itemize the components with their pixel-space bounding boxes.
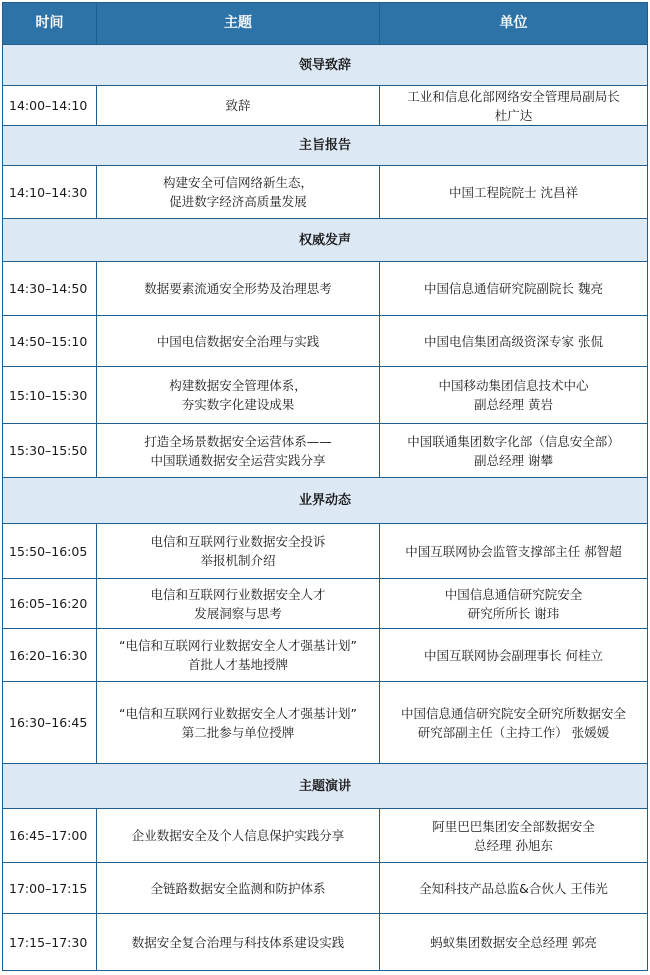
- unit-line: 中国信息通信研究院安全: [444, 586, 583, 602]
- section-title: 业界动态: [3, 478, 648, 524]
- section-title: 领导致辞: [3, 45, 648, 86]
- unit-line: 杜广达: [494, 107, 533, 123]
- topic-line: 举报机制介绍: [200, 553, 276, 568]
- unit-cell: [380, 809, 648, 863]
- topic-cell: [97, 914, 380, 971]
- topic-line: “电信和互联网行业数据安全人才强基计划”: [119, 705, 357, 721]
- time-cell: 16:20–16:30: [3, 629, 97, 682]
- topic-cell: [97, 262, 380, 316]
- agenda-row: [3, 809, 648, 863]
- header-time: 时间: [3, 3, 97, 45]
- agenda-row: [3, 166, 648, 219]
- topic-line: 中国联通数据安全运营实践分享: [150, 452, 326, 468]
- section-row: [3, 45, 648, 86]
- time-cell: 16:30–16:45: [3, 682, 97, 764]
- time-cell: 14:30–14:50: [3, 262, 97, 316]
- agenda-row: [3, 316, 648, 367]
- time-cell: 14:00–14:10: [3, 86, 97, 126]
- topic-cell: [97, 86, 380, 126]
- section-title: 主旨报告: [3, 126, 648, 166]
- unit-cell: [380, 424, 648, 478]
- unit-cell: [380, 629, 648, 682]
- agenda-row: [3, 629, 648, 682]
- unit-line: 中国移动集团信息技术中心: [438, 378, 589, 393]
- agenda-row: [3, 262, 648, 316]
- agenda-row: [3, 682, 648, 764]
- time-cell: 14:10–14:30: [3, 166, 97, 219]
- topic-line: 夯实数字化建设成果: [181, 397, 295, 412]
- time-cell: 15:50–16:05: [3, 524, 97, 579]
- unit-line: 中国联通集团数字化部（信息安全部）: [407, 433, 620, 449]
- topic-cell: [97, 316, 380, 367]
- agenda-row: [3, 86, 648, 126]
- topic-cell: [97, 863, 380, 914]
- header-row: [3, 3, 648, 45]
- topic-line: 发展洞察与思考: [194, 605, 282, 621]
- header-unit: 单位: [380, 3, 648, 45]
- agenda-row: [3, 424, 648, 478]
- unit-line: 中国信息通信研究院安全研究所数据安全: [400, 705, 626, 721]
- topic-line: 第二批参与单位授牌: [181, 724, 295, 740]
- topic-cell: [97, 424, 380, 478]
- unit-cell: [380, 166, 648, 219]
- agenda-row: [3, 579, 648, 629]
- time-cell: 16:05–16:20: [3, 579, 97, 629]
- topic-cell: [97, 524, 380, 579]
- topic-line: 数据安全复合治理与科技体系建设实践: [131, 934, 345, 950]
- agenda-row: [3, 914, 648, 971]
- unit-line: 中国互联网协会监管支撑部主任 郝智超: [405, 543, 622, 559]
- agenda-row: [3, 367, 648, 424]
- topic-line: “电信和互联网行业数据安全人才强基计划”: [119, 638, 357, 653]
- unit-line: 工业和信息化部网络安全管理局副局长: [407, 88, 620, 104]
- unit-cell: [380, 524, 648, 579]
- unit-cell: [380, 863, 648, 914]
- topic-line: 构建安全可信网络新生态，: [162, 175, 313, 190]
- time-cell: 17:15–17:30: [3, 914, 97, 971]
- unit-line: 中国信息通信研究院副院长 魏亮: [424, 281, 603, 296]
- topic-cell: [97, 367, 380, 424]
- agenda-table: [2, 2, 648, 971]
- topic-cell: [97, 809, 380, 863]
- topic-line: 首批人才基地授牌: [187, 657, 288, 672]
- unit-line: 全知科技产品总监&合伙人 王伟光: [419, 880, 608, 896]
- unit-cell: [380, 262, 648, 316]
- unit-cell: [380, 579, 648, 629]
- unit-cell: [380, 86, 648, 126]
- topic-line: 构建数据安全管理体系，: [169, 378, 307, 393]
- unit-line: 中国互联网协会副理事长 何桂立: [424, 647, 603, 663]
- section-title: 主题演讲: [3, 764, 648, 809]
- section-row: [3, 764, 648, 809]
- topic-cell: [97, 682, 380, 764]
- time-cell: 16:45–17:00: [3, 809, 97, 863]
- topic-line: 电信和互联网行业数据安全投诉: [150, 534, 326, 549]
- section-title: 权威发声: [3, 219, 648, 262]
- section-row: [3, 219, 648, 262]
- time-cell: 15:30–15:50: [3, 424, 97, 478]
- topic-line: 电信和互联网行业数据安全人才: [150, 586, 326, 602]
- unit-line: 总经理 孙旭东: [474, 837, 553, 853]
- unit-line: 蚂蚁集团数据安全总经理 郭亮: [430, 934, 597, 950]
- unit-line: 中国工程院院士 沈昌祥: [449, 184, 578, 200]
- agenda-row: [3, 863, 648, 914]
- section-row: [3, 126, 648, 166]
- header-topic: 主题: [97, 3, 380, 45]
- topic-line: 打造全场景数据安全运营体系——: [144, 433, 332, 449]
- unit-line: 研究所所长 谢玮: [467, 605, 560, 621]
- unit-cell: [380, 682, 648, 764]
- topic-cell: [97, 629, 380, 682]
- topic-line: 促进数字经济高质量发展: [169, 194, 307, 209]
- section-row: [3, 478, 648, 524]
- agenda-row: [3, 524, 648, 579]
- topic-line: 致辞: [225, 98, 251, 113]
- topic-line: 全链路数据安全监测和防护体系: [150, 880, 326, 896]
- topic-cell: [97, 166, 380, 219]
- time-cell: 15:10–15:30: [3, 367, 97, 424]
- time-cell: 17:00–17:15: [3, 863, 97, 914]
- unit-line: 阿里巴巴集团安全部数据安全: [432, 818, 595, 834]
- unit-line: 副总经理 谢攀: [474, 452, 553, 468]
- topic-cell: [97, 579, 380, 629]
- topic-line: 企业数据安全及个人信息保护实践分享: [131, 828, 345, 843]
- unit-cell: [380, 316, 648, 367]
- unit-line: 副总经理 黄岩: [474, 397, 553, 412]
- topic-line: 数据要素流通安全形势及治理思考: [144, 281, 332, 296]
- unit-line: 中国电信集团高级资深专家 张侃: [424, 333, 603, 349]
- unit-cell: [380, 367, 648, 424]
- unit-line: 研究部副主任（主持工作） 张媛媛: [417, 724, 610, 740]
- topic-line: 中国电信数据安全治理与实践: [156, 333, 320, 349]
- agenda-body: [3, 45, 648, 971]
- time-cell: 14:50–15:10: [3, 316, 97, 367]
- unit-cell: [380, 914, 648, 971]
